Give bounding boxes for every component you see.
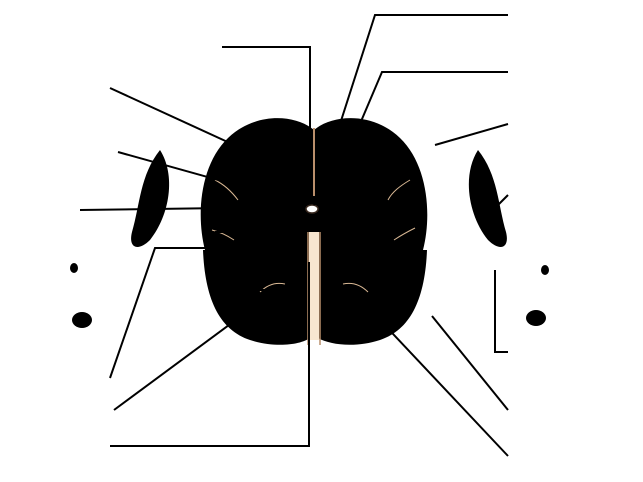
central-canal bbox=[306, 205, 318, 213]
right-spinal-nerve-trunk bbox=[496, 240, 538, 318]
left-nerve-cut-end bbox=[72, 312, 92, 328]
left-spinal-nerve-trunk bbox=[85, 240, 142, 315]
right-nerve-cut-end bbox=[526, 310, 546, 326]
right-nerve-branch bbox=[520, 270, 545, 284]
anterior-fissure-gap bbox=[309, 232, 319, 340]
leader-ventral-root bbox=[432, 316, 508, 410]
leader-dorsal-horn bbox=[110, 88, 232, 144]
leader-dorsal-root bbox=[435, 124, 508, 145]
left-branch-cut-end bbox=[70, 263, 78, 273]
leader-spinal-nerve bbox=[495, 270, 508, 352]
leader-lateral-horn bbox=[110, 248, 216, 378]
right-dorsal-root-ganglion bbox=[469, 150, 507, 247]
right-branch-cut-end bbox=[541, 265, 549, 275]
leader-ventral-horn bbox=[114, 291, 275, 410]
left-nerve-branch bbox=[76, 268, 112, 282]
